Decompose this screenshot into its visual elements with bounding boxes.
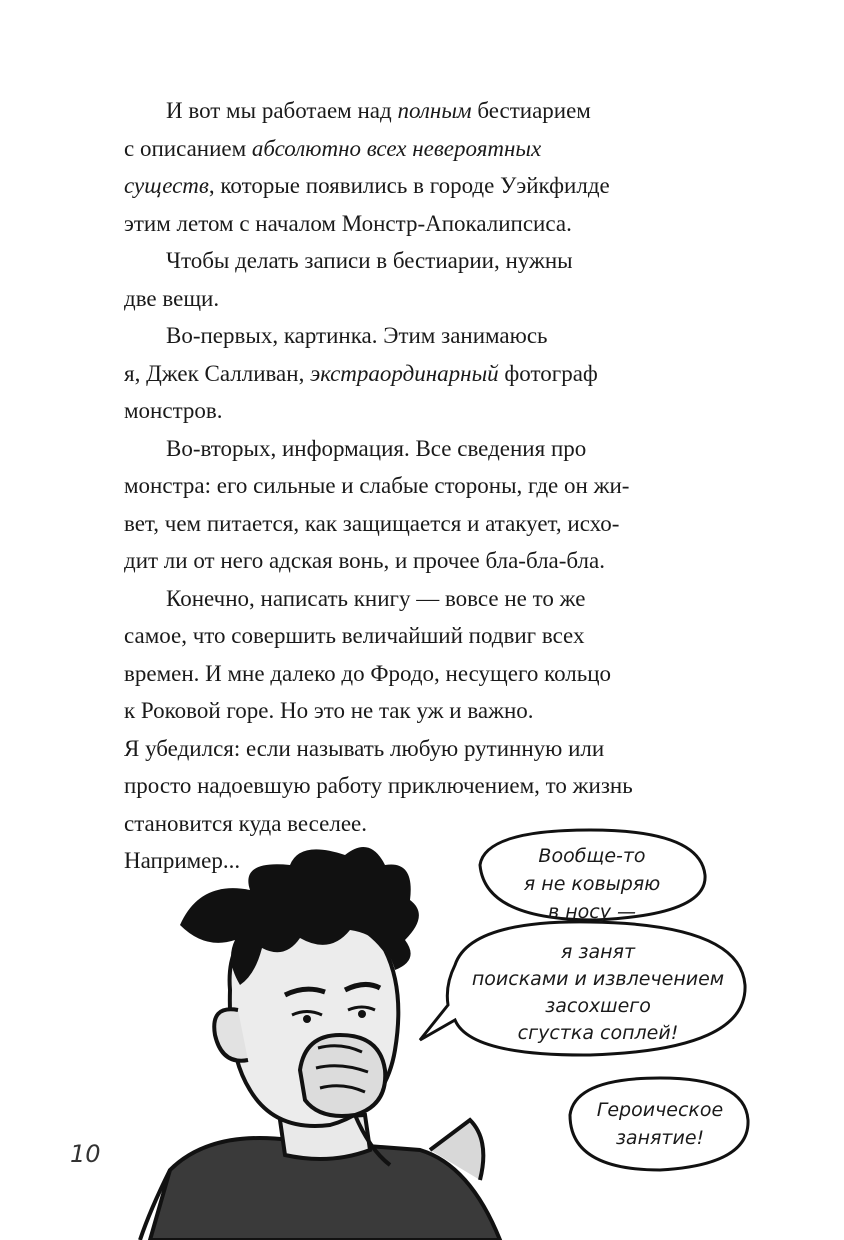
italic-text: полным bbox=[397, 98, 472, 123]
bubble-line: я занят bbox=[560, 941, 636, 963]
text-line bbox=[124, 617, 764, 655]
text-run: бестиарием bbox=[471, 98, 591, 123]
body-text bbox=[124, 92, 764, 880]
text-run: Конечно, написать книгу — вовсе не то же bbox=[166, 585, 586, 611]
text-line bbox=[124, 130, 764, 168]
text-run: , которые появились в городе Уэйкфилде bbox=[208, 173, 610, 198]
text-run: Например... bbox=[124, 848, 241, 873]
text-run: вет, чем питается, как защищается и атакует, исхо- bbox=[124, 510, 620, 536]
text-line bbox=[124, 242, 764, 280]
text-line bbox=[124, 767, 764, 805]
text-run: Во-вторых, информация. Все сведения про bbox=[166, 435, 587, 461]
text-line bbox=[124, 392, 764, 430]
text-run: с описанием bbox=[124, 135, 252, 161]
text-line bbox=[124, 580, 764, 618]
text-line bbox=[124, 167, 764, 205]
italic-text: существ bbox=[124, 173, 209, 198]
text-run: этим летом с началом Монстр-Апокалипсиса. bbox=[124, 210, 572, 236]
text-run: Чтобы делать записи в бестиарии, нужны bbox=[166, 248, 573, 273]
text-line bbox=[124, 355, 764, 393]
bubble-line: занятие! bbox=[615, 1127, 705, 1149]
text-run: просто надоевшую работу приключением, то жизнь bbox=[124, 773, 633, 798]
bubble-line: в носу — bbox=[547, 901, 637, 923]
page-number: 10 bbox=[70, 1140, 101, 1168]
text-run: самое, что совершить величайший подвиг всех bbox=[124, 623, 585, 648]
text-line bbox=[124, 467, 764, 505]
text-run: монстров. bbox=[124, 398, 223, 423]
text-run: две вещи. bbox=[124, 285, 220, 311]
text-line bbox=[124, 730, 764, 768]
text-line bbox=[124, 692, 764, 730]
text-line bbox=[124, 205, 764, 243]
text-line bbox=[124, 542, 764, 580]
text-line bbox=[124, 317, 764, 355]
text-run: Я убедился: если называть любую рутинную или bbox=[124, 735, 605, 761]
text-line bbox=[124, 505, 764, 543]
text-line bbox=[124, 655, 764, 693]
bubble-line: поисками и извлечением bbox=[471, 968, 725, 990]
text-line bbox=[124, 430, 764, 468]
bubble-line: сгустка соплей! bbox=[517, 1022, 679, 1044]
boy-illustration bbox=[0, 820, 844, 1240]
text-run: И вот мы работаем над bbox=[166, 98, 398, 123]
text-run: фотограф bbox=[498, 360, 598, 386]
text-line bbox=[124, 92, 764, 130]
bubble-line: я не ковыряю bbox=[523, 873, 661, 895]
text-run: к Роковой горе. Но это не так уж и важно. bbox=[124, 698, 534, 723]
text-run: времен. И мне далеко до Фродо, несущего кольцо bbox=[124, 660, 612, 686]
italic-text: экстраординарный bbox=[310, 360, 499, 386]
bubble-line: Вообще-то bbox=[538, 845, 646, 867]
bubble-line: засохшего bbox=[545, 995, 651, 1017]
italic-text: абсолютно всех невероятных bbox=[251, 135, 542, 161]
text-run: монстра: его сильные и слабые стороны, где он жи- bbox=[124, 473, 630, 498]
text-run: я, Джек Салливан, bbox=[124, 360, 311, 386]
text-line bbox=[124, 280, 764, 318]
text-run: дит ли от него адская вонь, и прочее бла-бла-бла. bbox=[124, 548, 605, 573]
text-run: Во-первых, картинка. Этим занимаюсь bbox=[166, 323, 548, 348]
bubble-line: Героическое bbox=[596, 1099, 724, 1121]
text-run: становится куда веселее. bbox=[124, 810, 368, 836]
